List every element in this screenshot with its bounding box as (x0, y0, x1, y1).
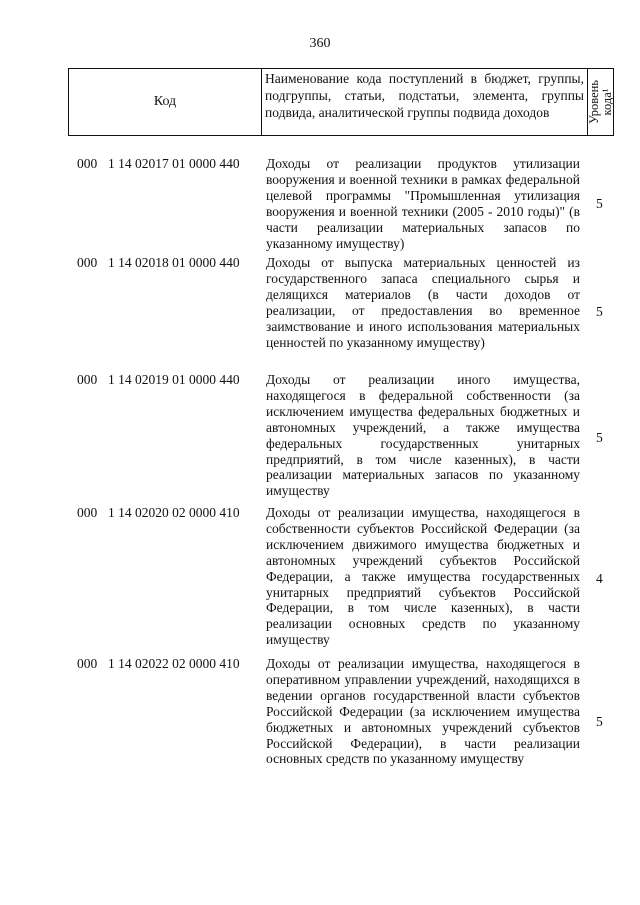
header-code: Код (69, 69, 262, 135)
table-row (0, 156, 640, 252)
row-level: 4 (596, 571, 603, 586)
row-income-name: Доходы от выпуска материальных ценностей из государственного запаса специального сырья и делящихся материалов (в части доходов от реализации, от предоставления во временное заимствование и иного использования материальных ценностей по указанному имуществу) (266, 255, 580, 350)
row-income-name: Доходы от реализации продуктов утилизации вооружения и военной техники в рамках федеральной целевой программы "Промышленная утилизация вооружения и военной техники (2005 - 2010 годы)" (в части реализации материальных запасов по указанному имуществу) (266, 156, 580, 251)
row-income-code: 1 14 02018 01 0000 440 (108, 255, 240, 270)
header-level-label (588, 80, 614, 124)
table-row (0, 505, 640, 649)
table-row (0, 372, 640, 500)
header-level (588, 69, 613, 135)
row-admin-code: 000 (77, 372, 98, 387)
row-level: 5 (596, 430, 603, 445)
header-name: Наименование кода поступлений в бюджет, группы, подгруппы, статьи, подстатьи, элемента, группы подвида, аналитической группы подвида доходов (262, 69, 588, 135)
table-row (0, 656, 640, 784)
row-income-code: 1 14 02017 01 0000 440 (108, 156, 240, 171)
row-level: 5 (596, 714, 603, 729)
header-level-line2: кода¹ (599, 88, 614, 116)
row-level: 5 (596, 196, 603, 211)
row-income-name: Доходы от реализации имущества, находящегося в оперативном управлении учреждений, находящихся в ведении органов государственной власти субъектов Российской Федерации (за исключением имущества бюджетных и автономных учреждений субъектов Российской Федерации), в части реализации основных средств по указанному имуществу (266, 656, 580, 767)
page-number: 360 (309, 36, 331, 51)
row-income-code: 1 14 02020 02 0000 410 (108, 505, 240, 520)
row-admin-code: 000 (77, 255, 98, 270)
row-income-code: 1 14 02022 02 0000 410 (108, 656, 240, 671)
header-level-line1: Уровень (586, 79, 601, 125)
row-level: 5 (596, 304, 603, 319)
row-admin-code: 000 (77, 656, 98, 671)
table-row (0, 255, 640, 367)
row-admin-code: 000 (77, 156, 98, 171)
table-header (68, 68, 614, 136)
row-income-name: Доходы от реализации имущества, находящегося в собственности субъектов Российской Федерации (за исключением движимого имущества бюджетных и автономных учреждений субъектов Российской Федерации, а также имущества государственных унитарных предприятий субъектов Российской Федерации, в том числе казенных), в части реализации основных средств по указанному имуществу (266, 505, 580, 648)
row-income-code: 1 14 02019 01 0000 440 (108, 372, 240, 387)
row-income-name: Доходы от реализации иного имущества, находящегося в федеральной собственности (за исключением имущества федеральных бюджетных и автономных учреждений, а также имущества федеральных государственных унитарных предприятий, в том числе казенных), в части реализации материальных запасов по указанному имуществу (266, 372, 580, 499)
row-admin-code: 000 (77, 505, 98, 520)
